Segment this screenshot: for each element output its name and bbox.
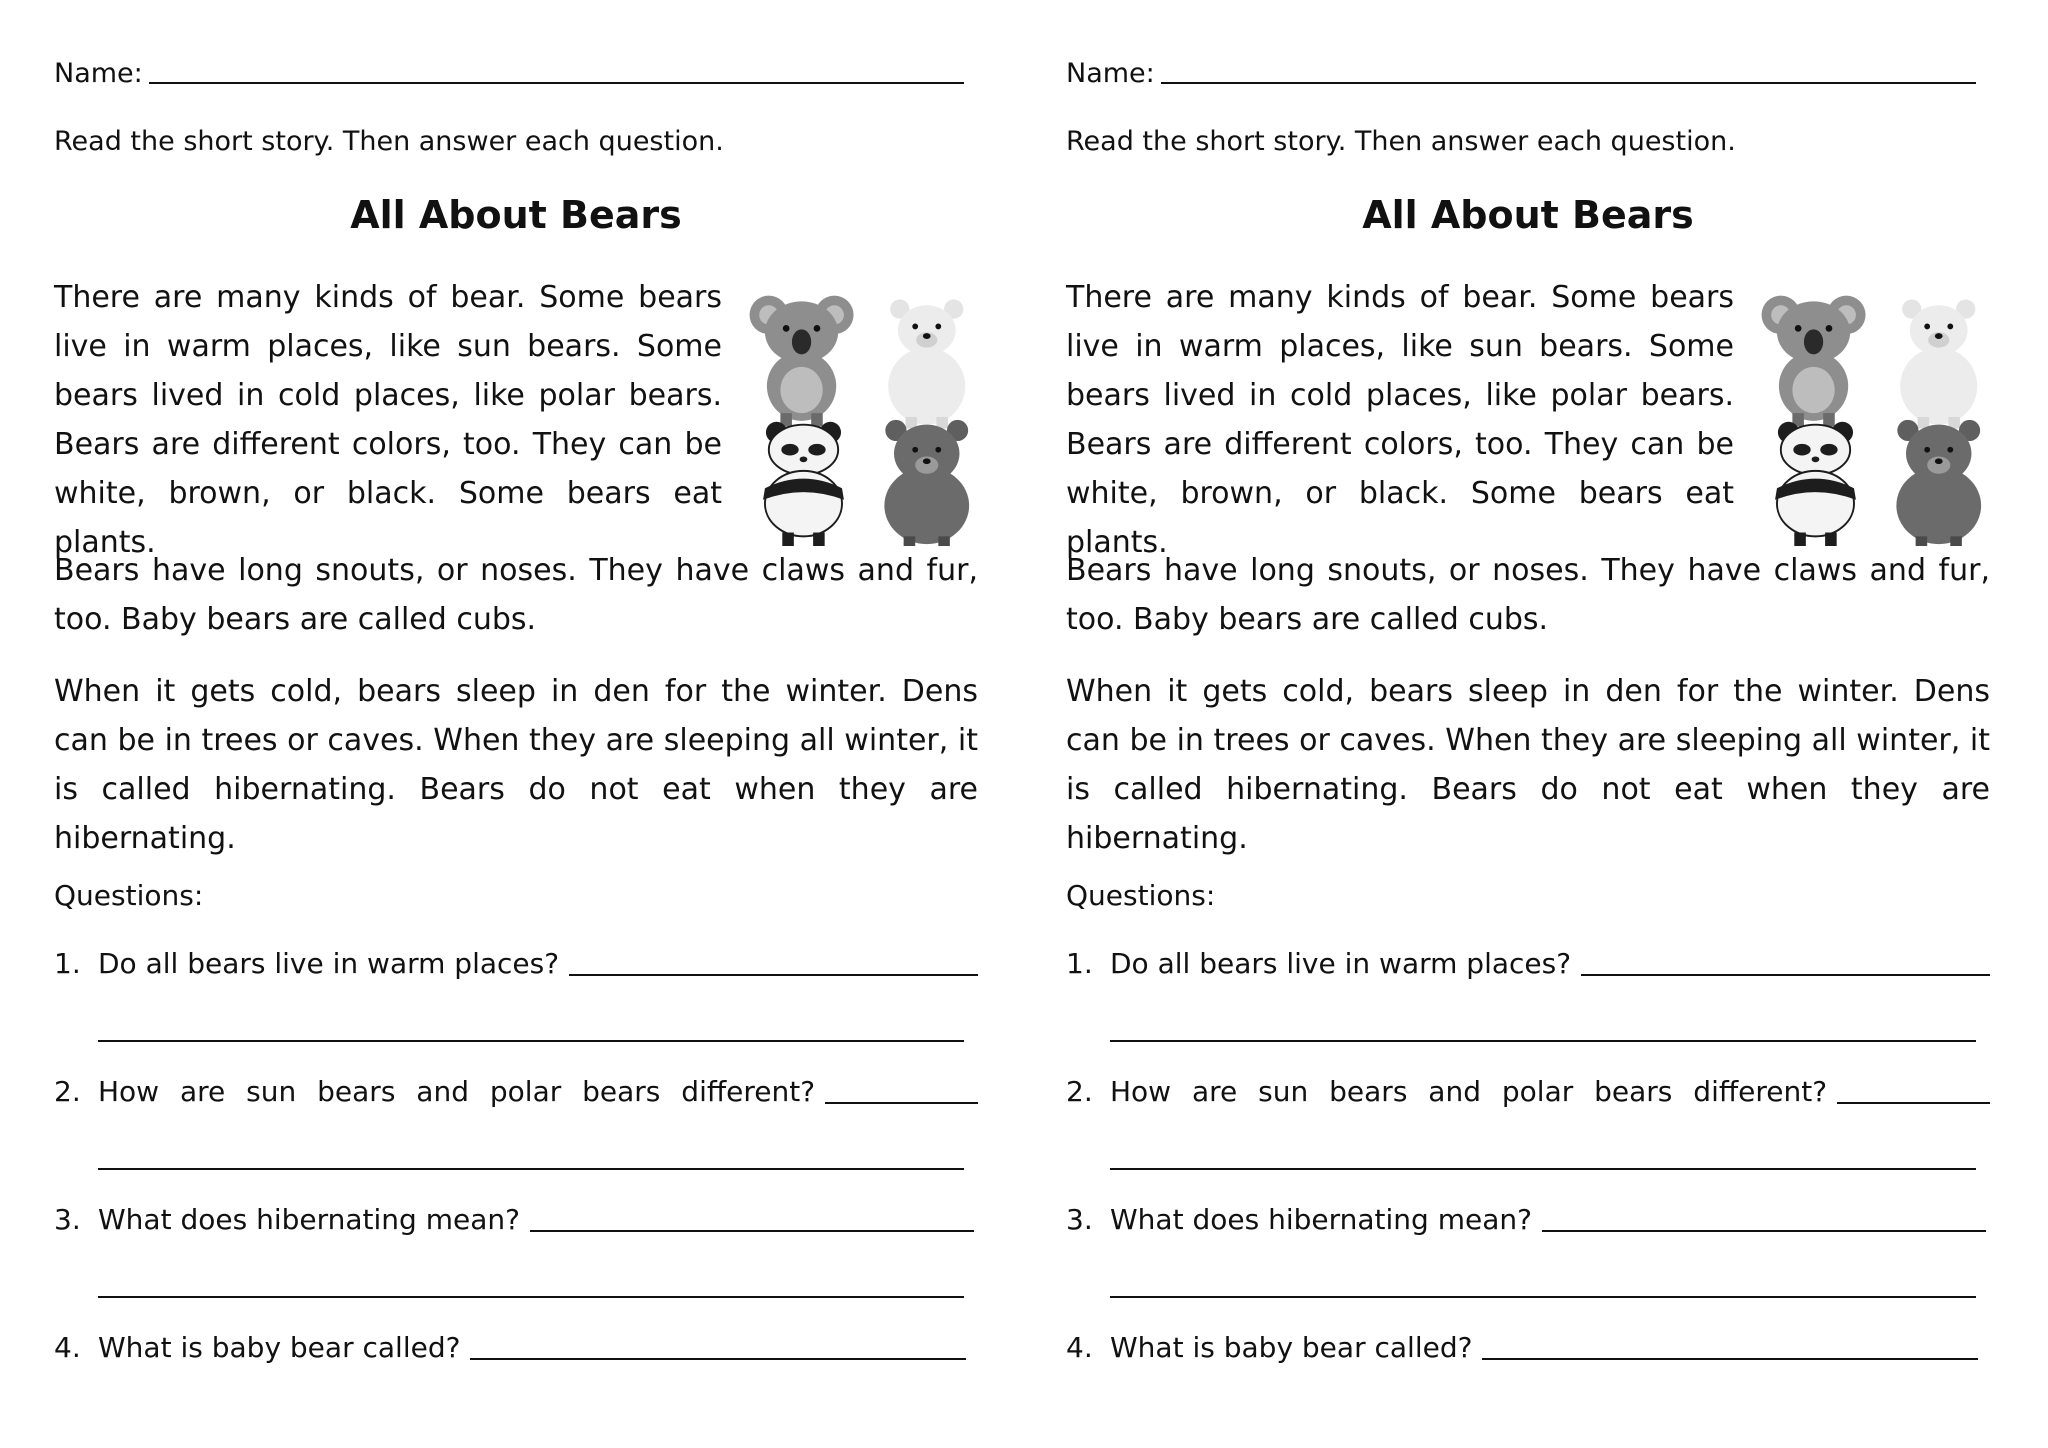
bears-illustration bbox=[1756, 286, 2004, 546]
answer-line[interactable] bbox=[98, 1040, 964, 1042]
bears-illustration bbox=[744, 286, 992, 546]
question-number: 2. bbox=[1066, 1075, 1093, 1108]
story-title: All About Bears bbox=[1362, 193, 1694, 237]
question-3 bbox=[1066, 1200, 1990, 1240]
answer-blank[interactable] bbox=[569, 974, 978, 976]
question-3 bbox=[54, 1200, 978, 1240]
answer-blank[interactable] bbox=[470, 1358, 966, 1360]
answer-blank[interactable] bbox=[1482, 1358, 1978, 1360]
story-paragraph-1: There are many kinds of bear. Some bears live in warm places, like sun bears. Some bears lived in cold places, like polar bears. Bears are different colors, too. They can be white, brown, or black. Some bears eat plants. bbox=[54, 280, 722, 560]
question-number: 3. bbox=[54, 1203, 81, 1236]
story-paragraph-1: There are many kinds of bear. Some bears live in warm places, like sun bears. Some bears lived in cold places, like polar bears. Bears are different colors, too. They can be white, brown, or black. Some bears eat plants. bbox=[1066, 280, 1734, 560]
answer-line[interactable] bbox=[98, 1168, 964, 1170]
question-1 bbox=[54, 944, 978, 984]
question-number: 4. bbox=[54, 1331, 81, 1364]
name-blank[interactable] bbox=[1161, 82, 1976, 84]
question-number: 4. bbox=[1066, 1331, 1093, 1364]
story-paragraph-2: Bears have long snouts, or noses. They have claws and fur, too. Baby bears are called cubs. bbox=[54, 553, 978, 637]
question-text: What does hibernating mean? bbox=[98, 1203, 520, 1236]
name-blank[interactable] bbox=[149, 82, 964, 84]
instructions: Read the short story. Then answer each question. bbox=[1066, 126, 1736, 157]
question-number: 3. bbox=[1066, 1203, 1093, 1236]
question-number: 2. bbox=[54, 1075, 81, 1108]
name-row bbox=[54, 56, 964, 92]
questions-heading: Questions: bbox=[1066, 879, 1216, 912]
answer-line[interactable] bbox=[1110, 1168, 1976, 1170]
question-text: What is baby bear called? bbox=[98, 1331, 461, 1364]
answer-blank[interactable] bbox=[530, 1230, 974, 1232]
question-1 bbox=[1066, 944, 1990, 984]
instructions: Read the short story. Then answer each question. bbox=[54, 126, 724, 157]
question-2 bbox=[54, 1072, 978, 1112]
answer-line[interactable] bbox=[1110, 1040, 1976, 1042]
question-text: How are sun bears and polar bears different? bbox=[98, 1075, 816, 1108]
question-text: Do all bears live in warm places? bbox=[1110, 947, 1572, 980]
answer-blank[interactable] bbox=[1542, 1230, 1986, 1232]
question-4 bbox=[54, 1328, 978, 1368]
answer-blank[interactable] bbox=[1837, 1102, 1990, 1104]
name-row bbox=[1066, 56, 1976, 92]
worksheet-left bbox=[54, 0, 978, 1448]
story-title: All About Bears bbox=[350, 193, 682, 237]
name-label: Name: bbox=[1066, 58, 1155, 89]
answer-blank[interactable] bbox=[825, 1102, 978, 1104]
question-text: Do all bears live in warm places? bbox=[98, 947, 560, 980]
question-text: What does hibernating mean? bbox=[1110, 1203, 1532, 1236]
story-paragraph-3: When it gets cold, bears sleep in den for the winter. Dens can be in trees or caves. When they are sleeping all winter, it is called hibernating. Bears do not eat when they are hibernating. bbox=[54, 674, 978, 856]
answer-line[interactable] bbox=[98, 1296, 964, 1298]
story-paragraph-3: When it gets cold, bears sleep in den for the winter. Dens can be in trees or caves. When they are sleeping all winter, it is called hibernating. Bears do not eat when they are hibernating. bbox=[1066, 674, 1990, 856]
question-number: 1. bbox=[54, 947, 81, 980]
questions-heading: Questions: bbox=[54, 879, 204, 912]
question-2 bbox=[1066, 1072, 1990, 1112]
worksheet-right bbox=[1066, 0, 1990, 1448]
name-label: Name: bbox=[54, 58, 143, 89]
answer-line[interactable] bbox=[1110, 1296, 1976, 1298]
question-text: How are sun bears and polar bears different? bbox=[1110, 1075, 1828, 1108]
story-paragraph-2: Bears have long snouts, or noses. They have claws and fur, too. Baby bears are called cubs. bbox=[1066, 553, 1990, 637]
question-text: What is baby bear called? bbox=[1110, 1331, 1473, 1364]
answer-blank[interactable] bbox=[1581, 974, 1990, 976]
question-number: 1. bbox=[1066, 947, 1093, 980]
question-4 bbox=[1066, 1328, 1990, 1368]
